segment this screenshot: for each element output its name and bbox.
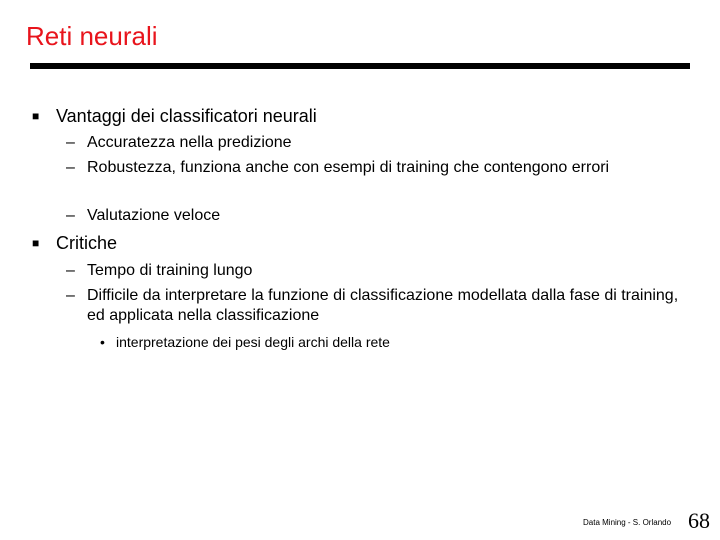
list-item-text: Difficile da interpretare la funzione di classificazione modellata dalla fase di training, ed applicata nella classificazione <box>87 287 679 324</box>
list-item <box>66 158 686 178</box>
dash-bullet-icon: – <box>66 262 75 279</box>
list-item-text: Robustezza, funziona anche con esempi di training che contengono errori <box>87 159 610 176</box>
list-item-text: Tempo di training lungo <box>87 262 253 279</box>
list-item <box>66 133 686 153</box>
section-heading-text: Vantaggi dei classificatori neurali <box>56 106 317 126</box>
round-bullet-icon: • <box>100 334 105 350</box>
dash-bullet-icon: – <box>66 287 75 304</box>
dash-bullet-icon: – <box>66 159 75 176</box>
slide-title: Reti neurali <box>26 21 158 51</box>
dash-bullet-icon: – <box>66 134 75 151</box>
list-item <box>66 261 686 281</box>
list-item-text: Accuratezza nella predizione <box>87 134 292 151</box>
section-heading-text: Critiche <box>56 233 118 253</box>
footer-credit: Data Mining - S. Orlando <box>583 518 672 527</box>
list-item-text: Valutazione veloce <box>87 207 221 224</box>
page-number: 68 <box>688 508 710 533</box>
square-bullet-icon: ■ <box>32 236 40 250</box>
dash-bullet-icon: – <box>66 207 75 224</box>
sub-list-item-text: interpretazione dei pesi degli archi della rete <box>116 334 390 350</box>
list-item <box>66 206 686 226</box>
list-item <box>66 286 686 326</box>
section-heading-advantages <box>32 105 317 127</box>
square-bullet-icon: ■ <box>32 109 40 123</box>
sub-list-item <box>100 333 390 351</box>
section-heading-critiques <box>32 232 117 254</box>
